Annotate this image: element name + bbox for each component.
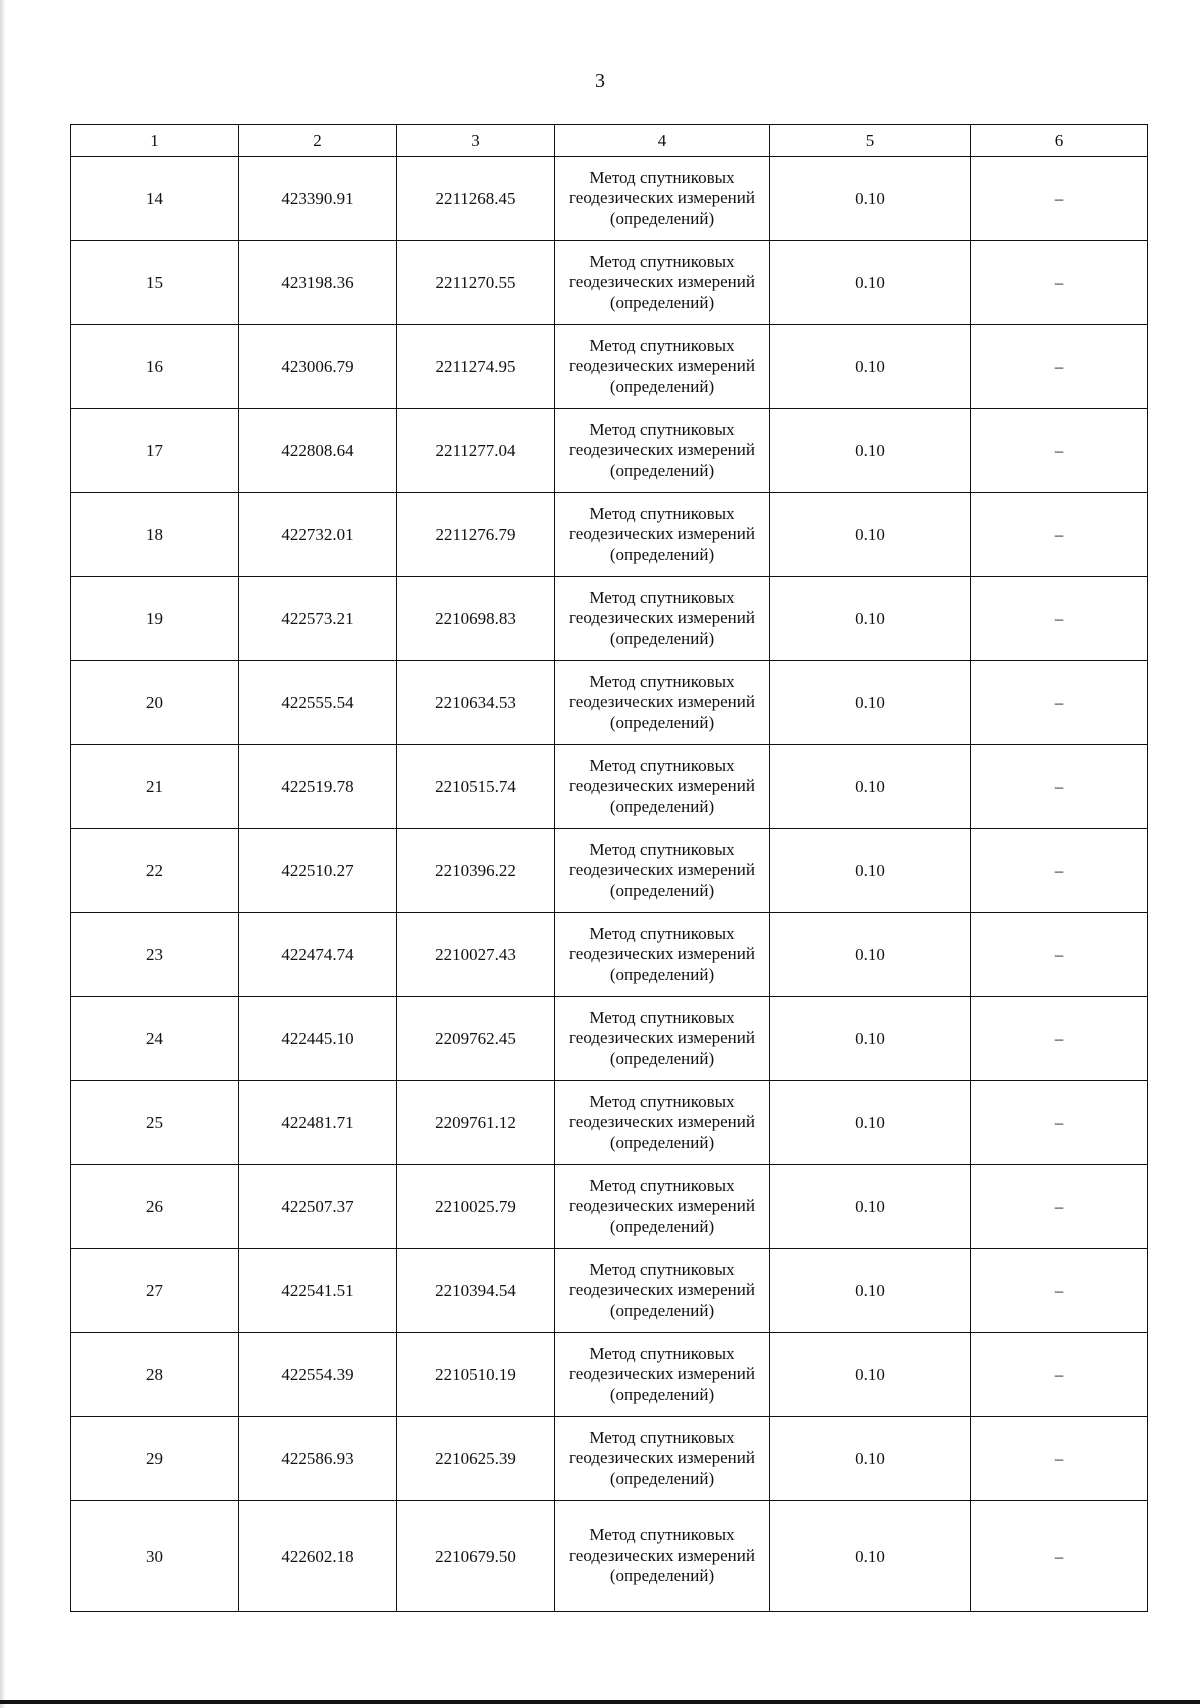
y-coordinate-cell: 2210515.74 <box>397 745 555 829</box>
y-coordinate-cell: 2210625.39 <box>397 1417 555 1501</box>
accuracy-cell: 0.10 <box>770 1501 971 1612</box>
x-coordinate-cell: 423390.91 <box>239 157 397 241</box>
x-coordinate-cell: 423006.79 <box>239 325 397 409</box>
method-cell: Метод спутниковых геодезических измерений (определений) <box>555 829 770 913</box>
method-cell: Метод спутниковых геодезических измерений (определений) <box>555 1165 770 1249</box>
point-number-cell: 28 <box>71 1333 239 1417</box>
method-cell: Метод спутниковых геодезических измерений (определений) <box>555 1081 770 1165</box>
point-number-cell: 23 <box>71 913 239 997</box>
point-number-cell: 29 <box>71 1417 239 1501</box>
note-cell: – <box>971 997 1148 1081</box>
point-number-cell: 26 <box>71 1165 239 1249</box>
point-number-cell: 20 <box>71 661 239 745</box>
accuracy-cell: 0.10 <box>770 1165 971 1249</box>
note-cell: – <box>971 241 1148 325</box>
point-number-cell: 14 <box>71 157 239 241</box>
y-coordinate-cell: 2210027.43 <box>397 913 555 997</box>
table-row <box>71 577 1148 661</box>
accuracy-cell: 0.10 <box>770 913 971 997</box>
point-number-cell: 22 <box>71 829 239 913</box>
y-coordinate-cell: 2211270.55 <box>397 241 555 325</box>
method-cell: Метод спутниковых геодезических измерений (определений) <box>555 241 770 325</box>
x-coordinate-cell: 422519.78 <box>239 745 397 829</box>
table-row <box>71 1417 1148 1501</box>
note-cell: – <box>971 913 1148 997</box>
table-row <box>71 1249 1148 1333</box>
column-header: 5 <box>770 125 971 157</box>
x-coordinate-cell: 422555.54 <box>239 661 397 745</box>
table-row <box>71 241 1148 325</box>
x-coordinate-cell: 422554.39 <box>239 1333 397 1417</box>
point-number-cell: 15 <box>71 241 239 325</box>
point-number-cell: 21 <box>71 745 239 829</box>
table-row <box>71 157 1148 241</box>
note-cell: – <box>971 745 1148 829</box>
accuracy-cell: 0.10 <box>770 241 971 325</box>
x-coordinate-cell: 422507.37 <box>239 1165 397 1249</box>
table-row <box>71 1081 1148 1165</box>
point-number-cell: 25 <box>71 1081 239 1165</box>
method-cell: Метод спутниковых геодезических измерений (определений) <box>555 745 770 829</box>
y-coordinate-cell: 2210025.79 <box>397 1165 555 1249</box>
y-coordinate-cell: 2210698.83 <box>397 577 555 661</box>
note-cell: – <box>971 409 1148 493</box>
point-number-cell: 27 <box>71 1249 239 1333</box>
y-coordinate-cell: 2209761.12 <box>397 1081 555 1165</box>
point-number-cell: 18 <box>71 493 239 577</box>
x-coordinate-cell: 422445.10 <box>239 997 397 1081</box>
table-row <box>71 997 1148 1081</box>
x-coordinate-cell: 423198.36 <box>239 241 397 325</box>
table-row <box>71 409 1148 493</box>
method-cell: Метод спутниковых геодезических измерений (определений) <box>555 1417 770 1501</box>
table-row <box>71 913 1148 997</box>
method-cell: Метод спутниковых геодезических измерений (определений) <box>555 661 770 745</box>
y-coordinate-cell: 2210510.19 <box>397 1333 555 1417</box>
point-number-cell: 24 <box>71 997 239 1081</box>
x-coordinate-cell: 422474.74 <box>239 913 397 997</box>
accuracy-cell: 0.10 <box>770 1333 971 1417</box>
note-cell: – <box>971 493 1148 577</box>
x-coordinate-cell: 422481.71 <box>239 1081 397 1165</box>
accuracy-cell: 0.10 <box>770 997 971 1081</box>
method-cell: Метод спутниковых геодезических измерений (определений) <box>555 325 770 409</box>
point-number-cell: 17 <box>71 409 239 493</box>
note-cell: – <box>971 1081 1148 1165</box>
note-cell: – <box>971 577 1148 661</box>
column-header: 2 <box>239 125 397 157</box>
y-coordinate-cell: 2210396.22 <box>397 829 555 913</box>
method-cell: Метод спутниковых геодезических измерений (определений) <box>555 409 770 493</box>
x-coordinate-cell: 422808.64 <box>239 409 397 493</box>
scan-bottom-edge <box>0 1700 1200 1704</box>
accuracy-cell: 0.10 <box>770 493 971 577</box>
table-row <box>71 745 1148 829</box>
accuracy-cell: 0.10 <box>770 157 971 241</box>
method-cell: Метод спутниковых геодезических измерений (определений) <box>555 1249 770 1333</box>
accuracy-cell: 0.10 <box>770 409 971 493</box>
note-cell: – <box>971 157 1148 241</box>
note-cell: – <box>971 1249 1148 1333</box>
method-cell: Метод спутниковых геодезических измерений (определений) <box>555 1501 770 1612</box>
method-cell: Метод спутниковых геодезических измерений (определений) <box>555 997 770 1081</box>
x-coordinate-cell: 422602.18 <box>239 1501 397 1612</box>
accuracy-cell: 0.10 <box>770 325 971 409</box>
x-coordinate-cell: 422732.01 <box>239 493 397 577</box>
y-coordinate-cell: 2211277.04 <box>397 409 555 493</box>
method-cell: Метод спутниковых геодезических измерений (определений) <box>555 577 770 661</box>
accuracy-cell: 0.10 <box>770 661 971 745</box>
y-coordinate-cell: 2211268.45 <box>397 157 555 241</box>
table-row <box>71 829 1148 913</box>
x-coordinate-cell: 422586.93 <box>239 1417 397 1501</box>
note-cell: – <box>971 1165 1148 1249</box>
table-header-row <box>71 125 1148 157</box>
note-cell: – <box>971 1333 1148 1417</box>
point-number-cell: 30 <box>71 1501 239 1612</box>
column-header: 3 <box>397 125 555 157</box>
note-cell: – <box>971 1501 1148 1612</box>
accuracy-cell: 0.10 <box>770 745 971 829</box>
accuracy-cell: 0.10 <box>770 1081 971 1165</box>
table-row <box>71 493 1148 577</box>
point-number-cell: 16 <box>71 325 239 409</box>
accuracy-cell: 0.10 <box>770 1417 971 1501</box>
table-row <box>71 1501 1148 1612</box>
method-cell: Метод спутниковых геодезических измерений (определений) <box>555 493 770 577</box>
coordinates-table-container <box>70 124 1147 1612</box>
page-number: 3 <box>595 70 605 92</box>
method-cell: Метод спутниковых геодезических измерений (определений) <box>555 157 770 241</box>
accuracy-cell: 0.10 <box>770 829 971 913</box>
column-header: 6 <box>971 125 1148 157</box>
accuracy-cell: 0.10 <box>770 1249 971 1333</box>
note-cell: – <box>971 829 1148 913</box>
column-header: 4 <box>555 125 770 157</box>
note-cell: – <box>971 325 1148 409</box>
y-coordinate-cell: 2211276.79 <box>397 493 555 577</box>
table-body <box>71 157 1148 1612</box>
point-number-cell: 19 <box>71 577 239 661</box>
table-row <box>71 325 1148 409</box>
table-row <box>71 1165 1148 1249</box>
x-coordinate-cell: 422510.27 <box>239 829 397 913</box>
column-header: 1 <box>71 125 239 157</box>
note-cell: – <box>971 1417 1148 1501</box>
note-cell: – <box>971 661 1148 745</box>
table-row <box>71 1333 1148 1417</box>
accuracy-cell: 0.10 <box>770 577 971 661</box>
table-row <box>71 661 1148 745</box>
y-coordinate-cell: 2210679.50 <box>397 1501 555 1612</box>
x-coordinate-cell: 422541.51 <box>239 1249 397 1333</box>
y-coordinate-cell: 2211274.95 <box>397 325 555 409</box>
y-coordinate-cell: 2210634.53 <box>397 661 555 745</box>
method-cell: Метод спутниковых геодезических измерений (определений) <box>555 913 770 997</box>
method-cell: Метод спутниковых геодезических измерений (определений) <box>555 1333 770 1417</box>
y-coordinate-cell: 2210394.54 <box>397 1249 555 1333</box>
scan-left-edge <box>0 0 6 1708</box>
x-coordinate-cell: 422573.21 <box>239 577 397 661</box>
coordinates-table <box>70 124 1148 1612</box>
y-coordinate-cell: 2209762.45 <box>397 997 555 1081</box>
